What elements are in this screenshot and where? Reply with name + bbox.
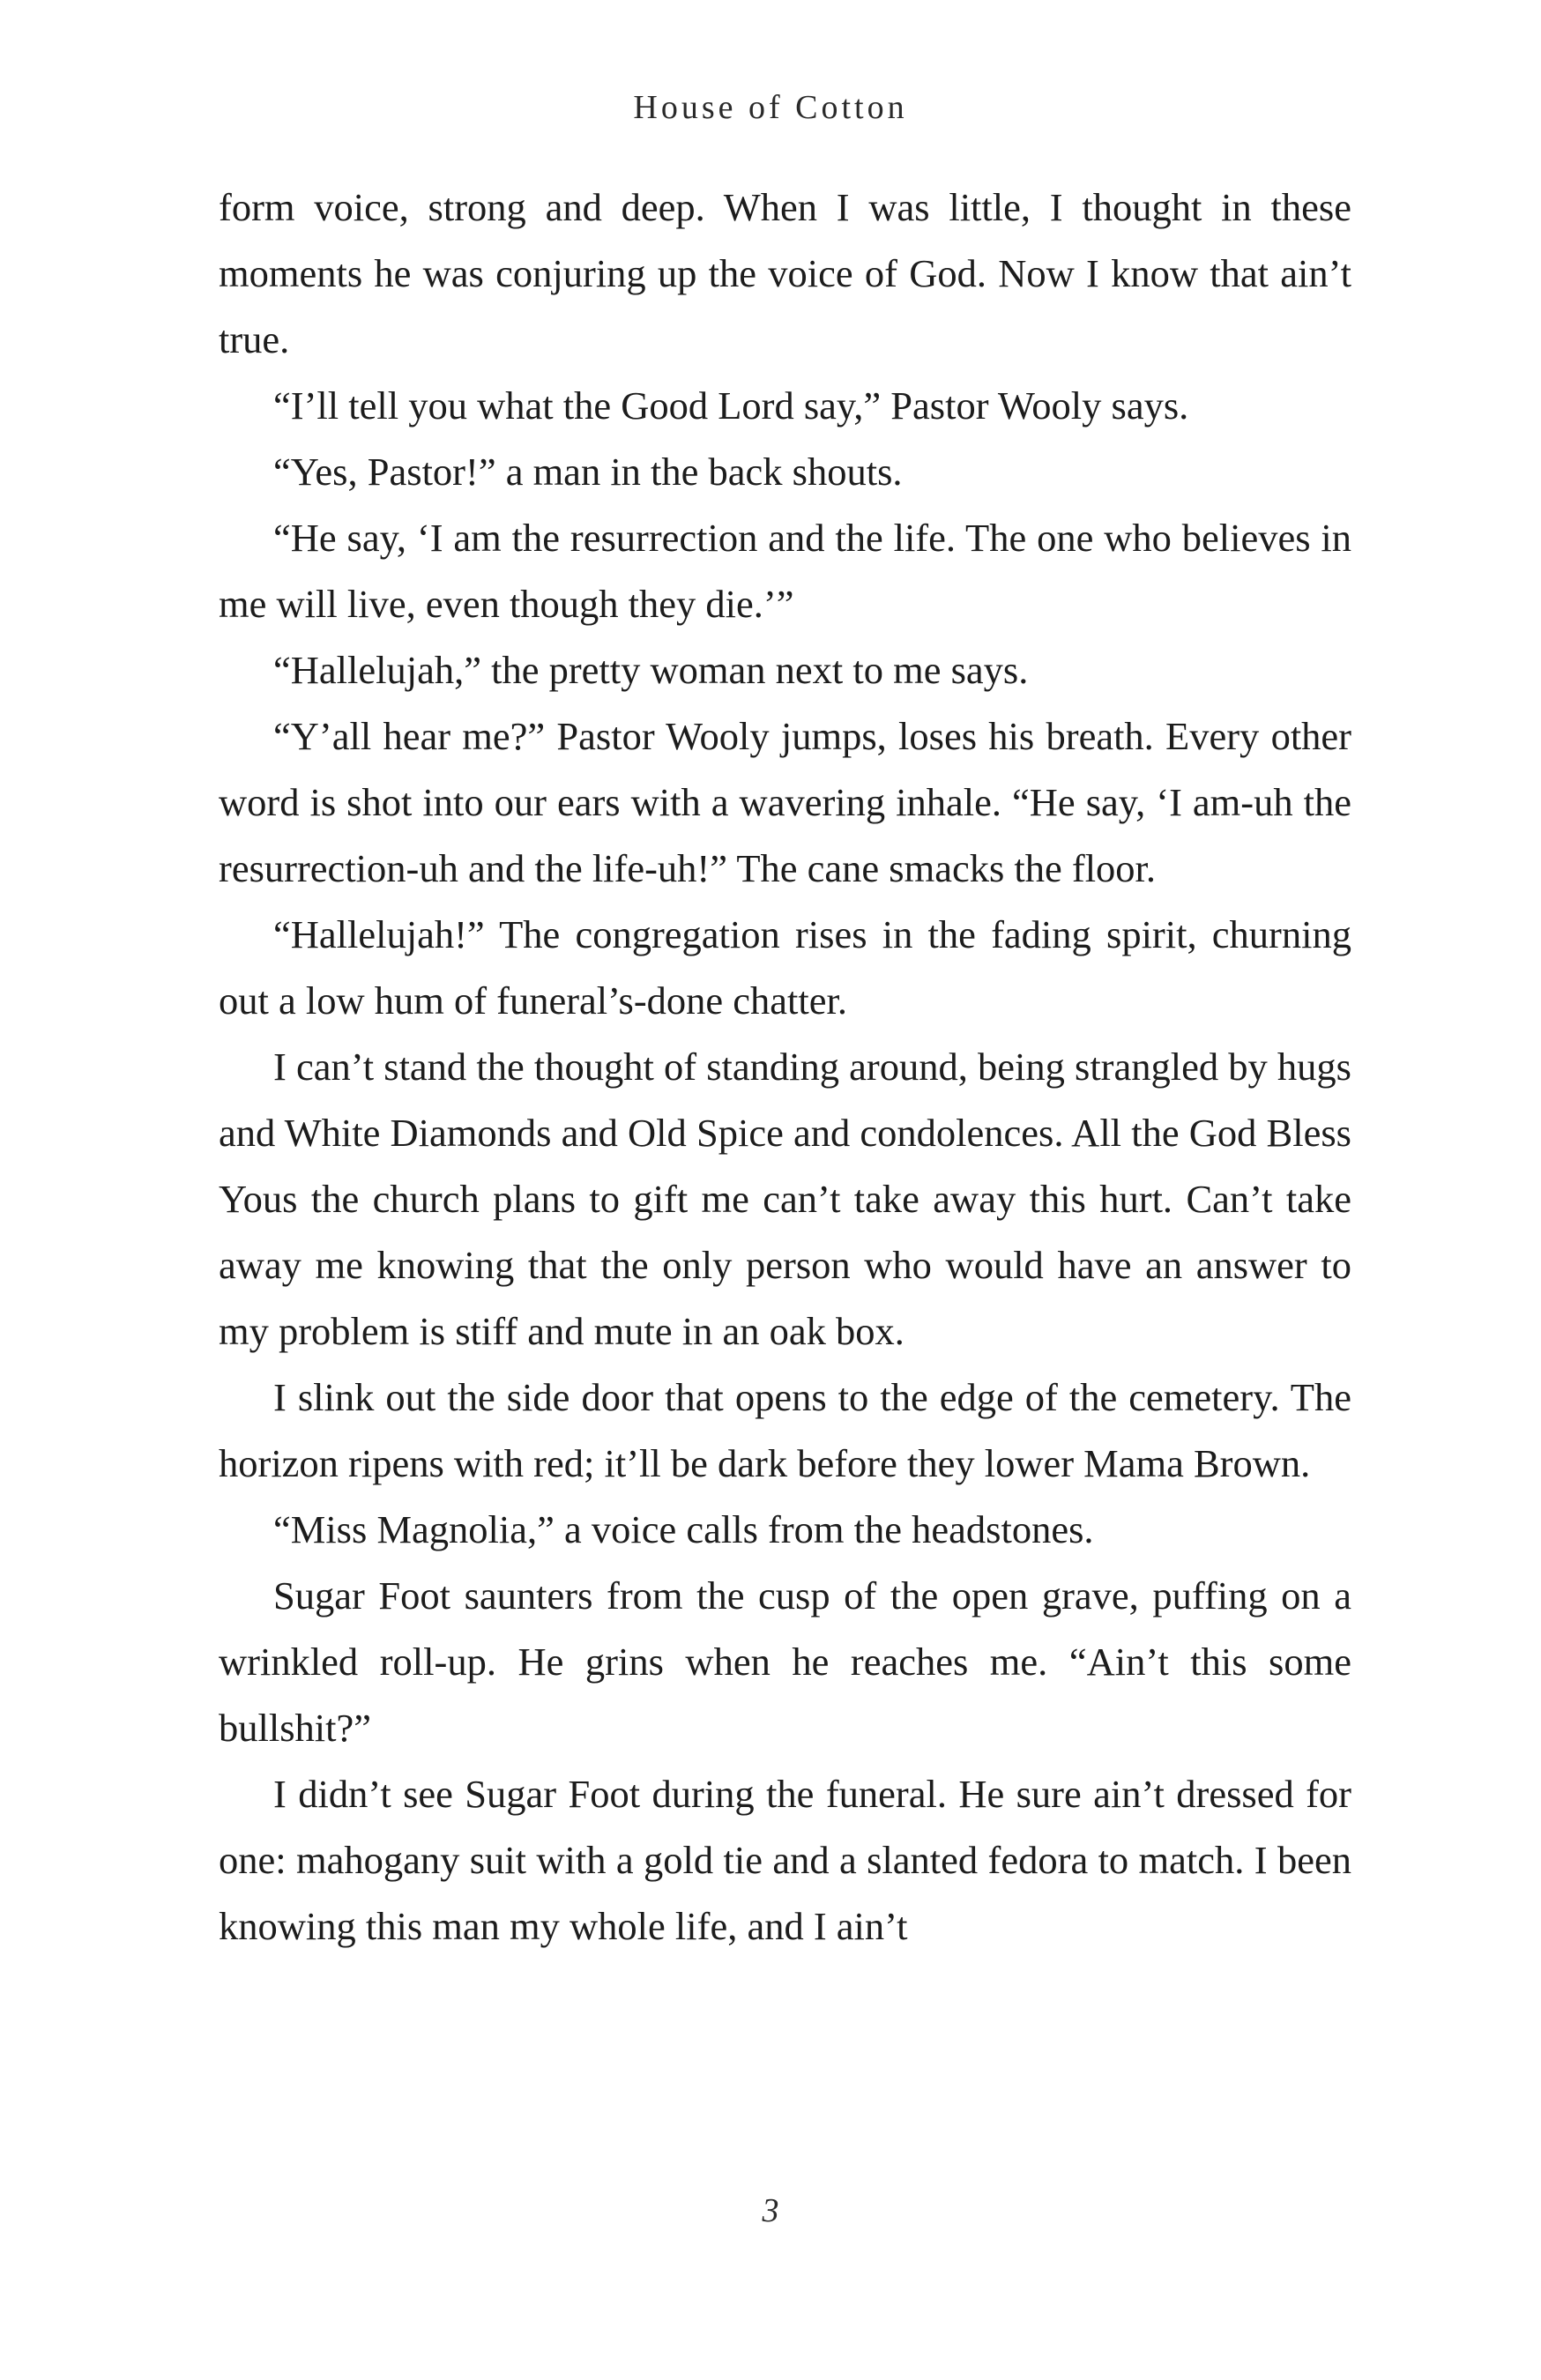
paragraph: “Hallelujah,” the pretty woman next to me says. (273, 648, 1029, 692)
running-head: House of Cotton (633, 89, 908, 126)
paragraph: “Yes, Pastor!” a man in the back shouts. (273, 450, 903, 494)
paragraph: form voice, strong and deep. When I was little, I thought in these moments he was conjuring up the voice of God. Now I know that ain’t true. (219, 185, 1351, 361)
paragraph: “Miss Magnolia,” a voice calls from the headstones. (273, 1507, 1094, 1551)
paragraph: I didn’t see Sugar Foot during the funeral. He sure ain’t dressed for one: mahogany suit with a gold tie and a slanted fedora to match. I been knowing this man my whole life, and I ain’t (219, 1772, 1351, 1948)
paragraph: I can’t stand the thought of standing around, being strangled by hugs and White Diamonds and Old Spice and condolences. All the God Bless Yous the church plans to gift me can’t take away this hurt. Can’t take away me knowing that the only person who would have an answer to my problem is stiff and mute in an oak box. (219, 1045, 1351, 1353)
paragraph: “I’ll tell you what the Good Lord say,” Pastor Wooly says. (273, 383, 1189, 428)
paragraph: I slink out the side door that opens to the edge of the cemetery. The horizon ripens with red; it’ll be dark before they lower Mama Brown. (219, 1375, 1351, 1485)
paragraph: “He say, ‘I am the resurrection and the life. The one who believes in me will live, even though they die.’” (219, 516, 1351, 626)
body-text (219, 175, 1351, 1960)
page-number: 3 (762, 2192, 779, 2229)
paragraph: Sugar Foot saunters from the cusp of the open grave, puffing on a wrinkled roll-up. He grins when he reaches me. “Ain’t this some bullshit?” (219, 1573, 1351, 1750)
paragraph: “Hallelujah!” The congregation rises in the fading spirit, churning out a low hum of funeral’s-done chatter. (219, 912, 1351, 1023)
paragraph: “Y’all hear me?” Pastor Wooly jumps, loses his breath. Every other word is shot into our ears with a wavering inhale. “He say, ‘I am-uh the resurrection-uh and the life-uh!” The cane smacks the floor. (219, 714, 1351, 890)
